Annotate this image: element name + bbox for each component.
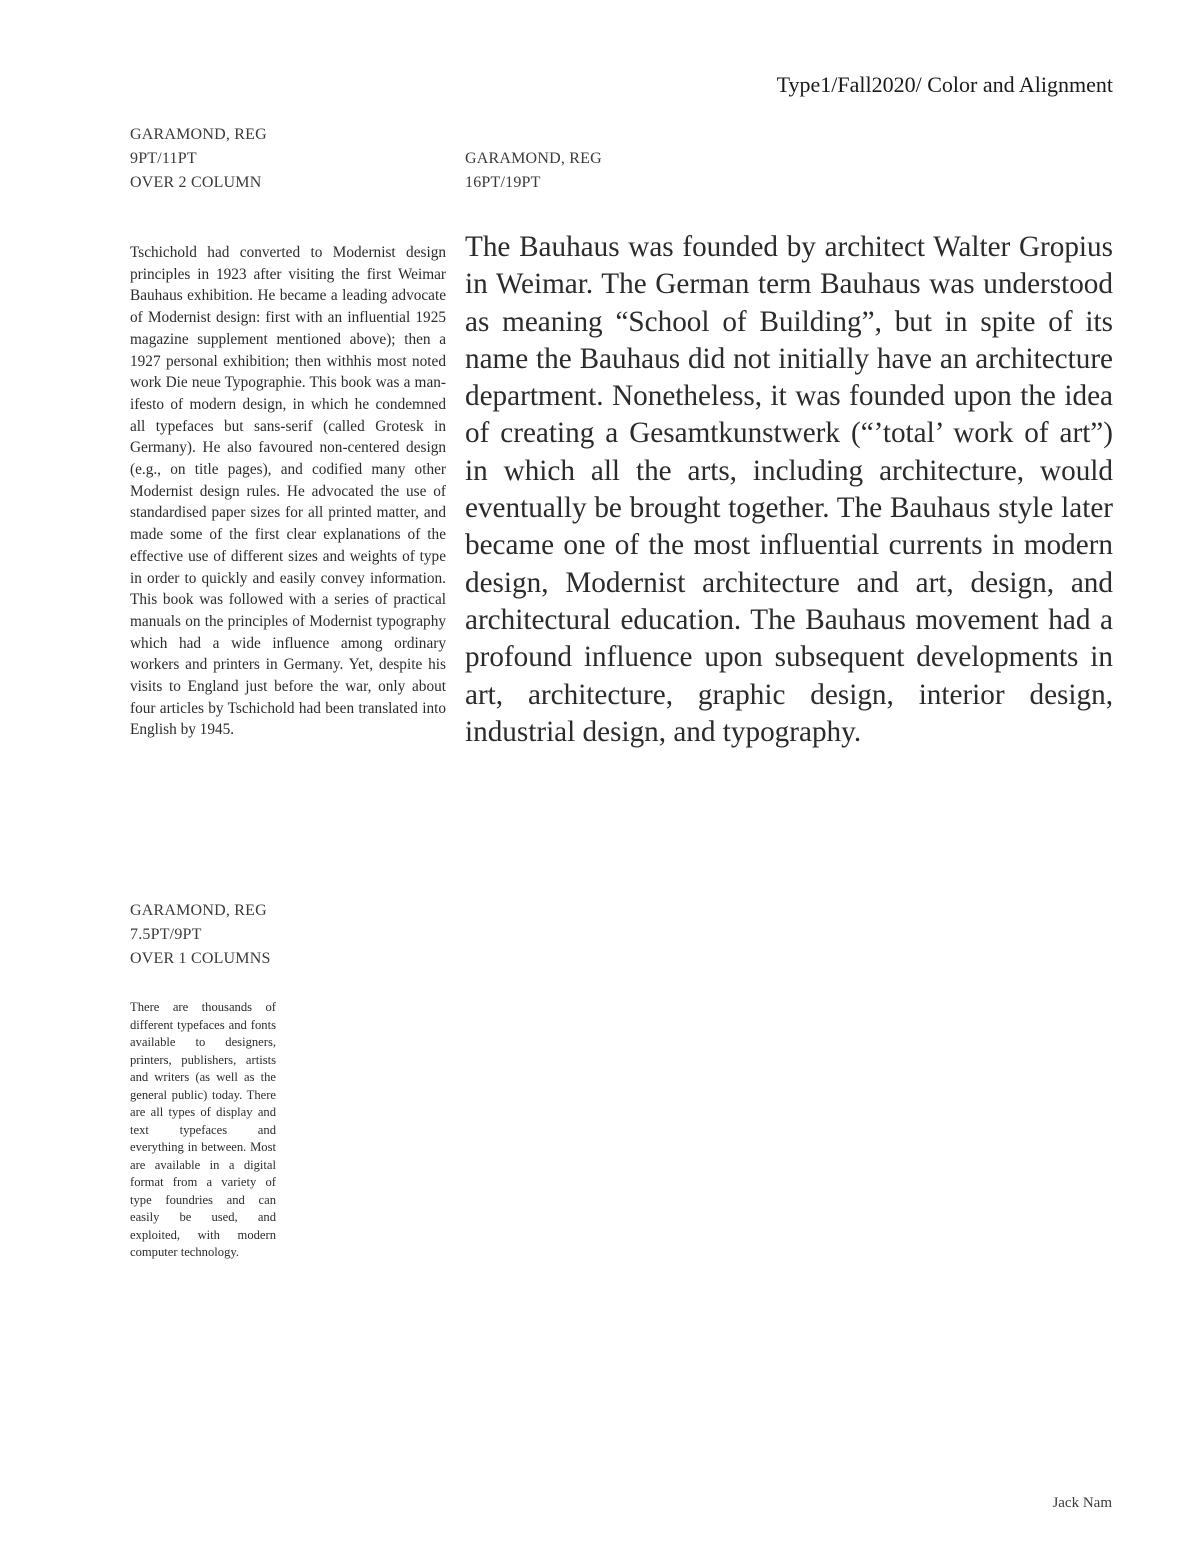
body-text-7-5pt-typefaces: There are thousands of different typefaces and fonts available to designers, printers, publishers, artists and writers (as well as the general public) today. There are all types of display and text typefaces and everything in between. Most are available in a digital format from a variety of type foundries and can easily be used, and exploited, with modern computer technology. — [130, 1000, 276, 1259]
spec-label-9pt — [130, 123, 267, 195]
spec-label-16pt — [465, 147, 602, 195]
page-header-title: Type1/Fall2020/ Color and Alignment — [776, 72, 1113, 97]
body-text-16pt-bauhaus: The Bauhaus was founded by architect Walter Gropius in Weimar. The German term Bauhaus was understood as meaning “School of Building”, but in spite of its name the Bauhaus did not initially have an architecture department. Nonetheless, it was founded upon the idea of creating a Gesamtkunstwerk (“’total’ work of art”) in which all the arts, including architecture, would eventually be brought together. The Bauhaus style later became one of the most influential currents in modern design, Modernist architecture and art, design, and architectural education. The Bauhaus movement had a profound influence upon subsequent developments in art, architecture, graphic design, interior design, industrial design, and typography. — [465, 231, 1113, 748]
spec-size: 7.5PT/9PT — [130, 926, 202, 943]
spec-font: GARAMOND, REG — [465, 150, 602, 167]
spec-columns: OVER 1 COLUMNS — [130, 950, 271, 967]
spec-font: GARAMOND, REG — [130, 902, 267, 919]
spec-size: 9PT/11PT — [130, 150, 197, 167]
spec-label-7-5pt — [130, 899, 271, 971]
spec-columns: OVER 2 COLUMN — [130, 174, 262, 191]
footer-author-name: Jack Nam — [1052, 1495, 1112, 1511]
body-text-9pt-tschichold: Tschichold had converted to Modernist design principles in 1923 after visiting the first Weimar Bauhaus exhibition. He became a leading advocate of Modernist design: first with an influential 1925 magazine supplement mentioned above); then a 1927 personal exhibition; then withhis most noted work Die neue Typographie. This book was a manifesto of modern design, in which he condemned all typefaces but sans-serif (called Grotesk in Germany). He also favoured non-centered design (e.g., on title pages), and codified many other Modernist design rules. He advocated the use of standardised paper sizes for all printed matter, and made some of the first clear explanations of the effective use of different sizes and weights of type in order to quickly and easily convey information. This book was followed with a series of practical manuals on the principles of Modernist typography which had a wide influence among ordinary workers and printers in Germany. Yet, despite his visits to England just before the war, only about four articles by Tschichold had been translated into English by 1945. — [130, 244, 446, 739]
spec-font: GARAMOND, REG — [130, 126, 267, 143]
spec-size: 16PT/19PT — [465, 174, 541, 191]
